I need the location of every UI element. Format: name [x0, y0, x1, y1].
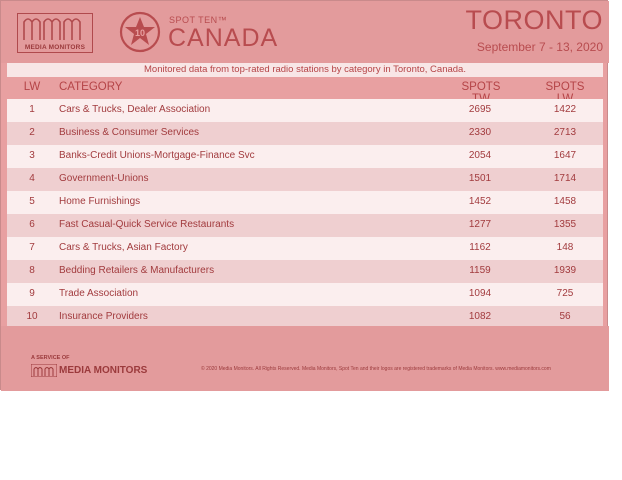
table-body — [7, 99, 603, 329]
table-row — [7, 99, 603, 122]
rank-cell: 7 — [29, 242, 35, 253]
spots-lw-cell: 2713 — [553, 127, 577, 138]
col-spots-tw: SPOTS — [461, 81, 501, 93]
spots-tw-cell: 1277 — [468, 219, 492, 230]
rank-cell: 5 — [29, 196, 35, 207]
media-monitors-logo — [17, 13, 93, 53]
spot-ten-badge — [119, 11, 161, 58]
table-row — [7, 191, 603, 214]
report-footer — [1, 326, 609, 391]
category-cell: Trade Association — [59, 288, 139, 299]
rank-cell: 10 — [26, 311, 38, 322]
spots-lw-cell: 1647 — [553, 150, 577, 161]
date-range: September 7 - 13, 2020 — [476, 40, 603, 54]
spots-lw-cell: 1422 — [553, 104, 577, 115]
category-cell: Banks-Credit Unions-Mortgage-Finance Svc — [59, 150, 255, 161]
badge-number: 10 — [134, 28, 146, 38]
table-row — [7, 122, 603, 145]
spots-lw-cell: 56 — [559, 311, 571, 322]
spots-tw-cell: 2054 — [468, 150, 492, 161]
subtitle-bar — [7, 63, 603, 77]
city-title: TORONTO — [465, 5, 603, 35]
category-cell: Government-Unions — [59, 173, 149, 184]
spots-lw-cell: 1714 — [553, 173, 577, 184]
logo-wordmark: MEDIA MONITORS — [24, 44, 86, 51]
category-cell: Business & Consumer Services — [59, 127, 200, 138]
spots-tw-cell: 1159 — [469, 265, 491, 276]
rank-cell: 2 — [29, 127, 35, 138]
rank-cell: 1 — [29, 104, 35, 115]
category-cell: Cars & Trucks, Asian Factory — [59, 242, 188, 253]
country-title: CANADA — [168, 24, 279, 52]
category-cell: Home Furnishings — [59, 196, 141, 207]
col-lw: LW — [23, 81, 41, 93]
spots-tw-cell: 1082 — [468, 311, 492, 322]
spots-lw-cell: 1355 — [553, 219, 577, 230]
rank-cell: 6 — [29, 219, 35, 230]
rank-cell: 3 — [29, 150, 35, 161]
report-header — [1, 1, 609, 63]
rank-cell: 4 — [29, 173, 35, 184]
spots-lw-cell: 1939 — [553, 265, 577, 276]
spots-tw-cell: 2695 — [468, 104, 492, 115]
mm-waveform-icon — [22, 16, 88, 42]
table-header — [1, 77, 609, 99]
table-row — [7, 214, 603, 237]
table-row — [7, 145, 603, 168]
category-cell: Insurance Providers — [59, 311, 148, 322]
spots-tw-cell: 1452 — [468, 196, 492, 207]
spots-lw-cell: 725 — [556, 288, 574, 299]
table-row — [7, 168, 603, 191]
copyright-text: © 2020 Media Monitors. All Rights Reserved. Media Monitors, Spot Ten and their logos are registered trademarks of Media Monitors. www.mediamonitors.com — [201, 366, 551, 372]
subtitle: Monitored data from top-rated radio stations by category in Toronto, Canada. — [144, 64, 466, 75]
spots-tw-cell: 1501 — [468, 173, 492, 184]
table-row — [7, 283, 603, 306]
table-row — [7, 237, 603, 260]
category-cell: Cars & Trucks, Dealer Association — [59, 104, 211, 115]
rank-cell: 9 — [29, 288, 35, 299]
spots-tw-cell: 1094 — [468, 288, 492, 299]
spots-tw-cell: 1162 — [469, 242, 491, 253]
service-label: A SERVICE OF — [31, 355, 70, 361]
category-cell: Bedding Retailers & Manufacturers — [59, 265, 215, 276]
category-cell: Fast Casual-Quick Service Restaurants — [59, 219, 235, 230]
spots-lw-cell: 148 — [556, 242, 574, 253]
rank-cell: 8 — [29, 265, 35, 276]
spot-ten-label: SPOT TEN™ — [169, 15, 228, 25]
col-spots-lw: SPOTS — [545, 81, 585, 93]
col-category: CATEGORY — [59, 81, 123, 93]
spots-tw-cell: 2330 — [468, 127, 492, 138]
spots-lw-cell: 1458 — [553, 196, 577, 207]
footer-wordmark: MEDIA MONITORS — [59, 365, 148, 376]
mm-small-icon — [31, 364, 57, 377]
table-row — [7, 260, 603, 283]
star-badge-icon — [119, 11, 161, 53]
